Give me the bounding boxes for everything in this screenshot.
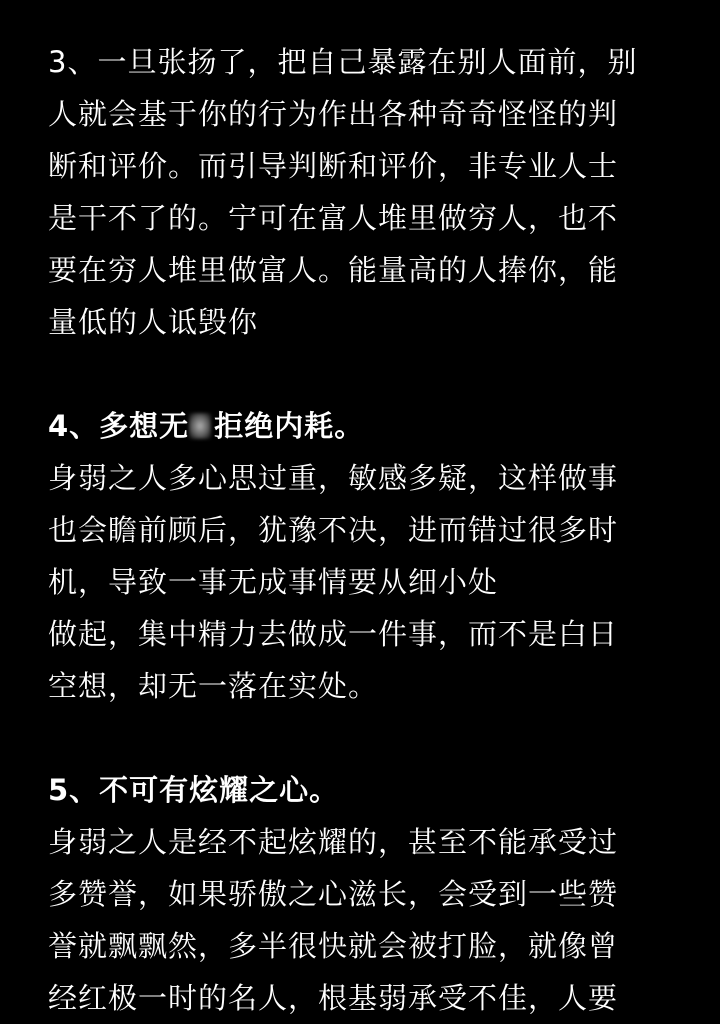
section-4-line-5: 空想，却无一落在实处。	[48, 669, 379, 703]
section-5	[48, 764, 688, 1024]
section-4	[48, 400, 688, 712]
section-5-line-3: 誉就飘飘然，多半很快就会被打脸，就像曾	[48, 929, 619, 963]
section-5-line-2: 多赞誉，如果骄傲之心滋长，会受到一些赞	[48, 877, 619, 911]
section-5-heading: 5、不可有炫耀之心。	[48, 773, 340, 807]
section-3-line-3: 断和评价。而引导判断和评价，非专业人士	[48, 149, 619, 183]
article-body	[48, 36, 688, 1024]
section-4-line-1: 身弱之人多心思过重，敏感多疑，这样做事	[48, 461, 619, 495]
section-3-line-2: 人就会基于你的行为作出各种奇奇怪怪的判	[48, 97, 619, 131]
section-5-line-4: 经红极一时的名人，根基弱承受不佳，人要	[48, 981, 619, 1015]
section-4-heading-end: 拒绝内耗。	[214, 409, 365, 443]
section-4-heading-start: 4、多想无	[48, 409, 190, 443]
obscured-character-mark	[189, 413, 211, 439]
section-3-line-5: 要在穷人堆里做富人。能量高的人捧你，能	[48, 253, 619, 287]
section-4-line-2: 也会瞻前顾后，犹豫不决，进而错过很多时	[48, 513, 619, 547]
section-4-heading	[48, 400, 688, 452]
section-5-line-1: 身弱之人是经不起炫耀的，甚至不能承受过	[48, 825, 619, 859]
section-4-line-4: 做起，集中精力去做成一件事，而不是白日	[48, 617, 619, 651]
paragraph-gap	[48, 348, 688, 400]
section-3	[48, 36, 688, 348]
section-3-line-1: 3、一旦张扬了，把自己暴露在别人面前，别	[48, 45, 638, 79]
paragraph-gap	[48, 712, 688, 764]
section-4-line-3: 机，导致一事无成事情要从细小处	[48, 565, 499, 599]
section-3-line-6: 量低的人诋毁你	[48, 305, 259, 339]
section-3-line-4: 是干不了的。宁可在富人堆里做穷人，也不	[48, 201, 619, 235]
